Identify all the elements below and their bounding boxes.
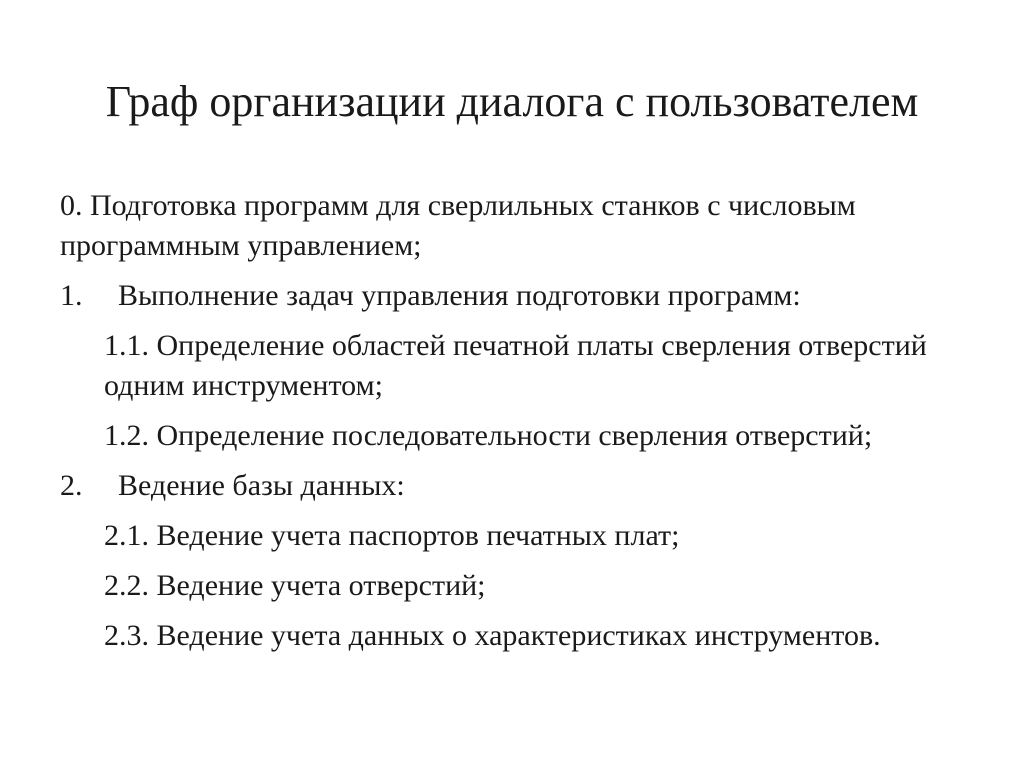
list-item-2-1: 2.1. Ведение учета паспортов печатных плат; (104, 519, 680, 552)
list-item-2-3: 2.3. Ведение учета данных о характеристиках инструментов. (104, 619, 881, 652)
slide-body (60, 186, 960, 666)
list-item-2 (60, 466, 960, 506)
list-item-1 (60, 276, 960, 316)
list-item-0: 0. Подготовка программ для сверлильных станков с числовым программным управлением; (60, 189, 856, 262)
slide-title: Граф организации диалога с пользователем (105, 77, 919, 126)
list-item-1-number: 1. (60, 279, 83, 312)
list-item-1-text: Выполнение задач управления подготовки программ: (118, 279, 801, 312)
list-item-1-2: 1.2. Определение последовательности сверления отверстий; (104, 419, 873, 452)
list-item-2-number: 2. (60, 469, 83, 502)
list-item-1-1: 1.1. Определение областей печатной платы сверления отверстий одним инструментом; (104, 329, 927, 402)
list-item-2-text: Ведение базы данных: (118, 469, 405, 502)
list-item-2-2: 2.2. Ведение учета отверстий; (104, 569, 486, 602)
